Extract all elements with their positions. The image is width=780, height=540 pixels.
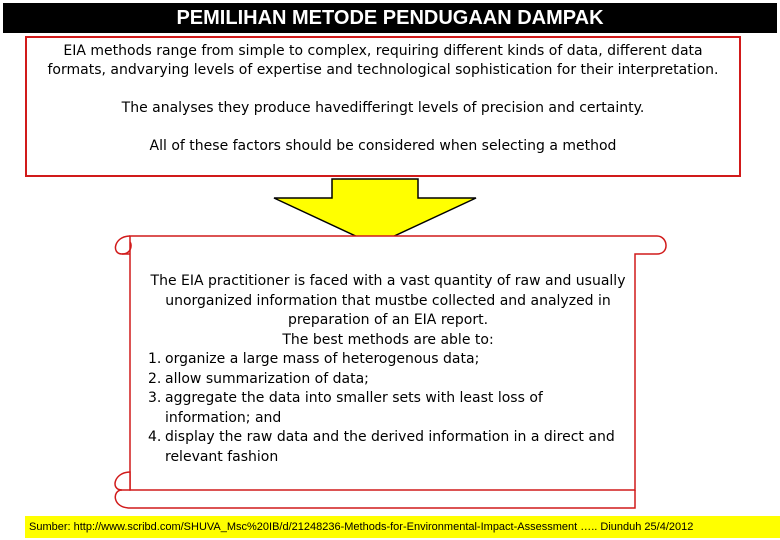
list-item: 3. aggregate the data into smaller sets with least loss of information; and xyxy=(148,390,543,426)
intro-paragraph-2: The analyses they produce havedifferingt levels of precision and certainty. xyxy=(121,100,645,116)
methods-list xyxy=(148,350,628,467)
scroll-intro: The EIA practitioner is faced with a vast quantity of raw and usually unorganized information that mustbe collected and analyzed in preparation of an EIA report. xyxy=(150,273,626,328)
scroll-content xyxy=(148,272,628,467)
intro-paragraph-3: All of these factors should be considered when selecting a method xyxy=(149,138,617,154)
list-item: 2. allow summarization of data; xyxy=(148,370,369,387)
source-footer: Sumber: http://www.scribd.com/SHUVA_Msc%20IB/d/21248236-Methods-for-Environmental-Impact-Assessment ….. Diunduh 25/4/2012 xyxy=(25,516,780,538)
intro-box xyxy=(25,36,741,177)
list-item: 1. organize a large mass of heterogenous data; xyxy=(148,351,480,367)
intro-paragraph-1: EIA methods range from simple to complex, requiring different kinds of data, different data formats, andvarying levels of expertise and technological sophistication for their interpretation. xyxy=(47,43,719,78)
scroll-lead: The best methods are able to: xyxy=(282,331,494,348)
list-item: 4. display the raw data and the derived information in a direct and relevant fashion xyxy=(148,429,615,465)
page-title: PEMILIHAN METODE PENDUGAAN DAMPAK xyxy=(3,3,777,33)
